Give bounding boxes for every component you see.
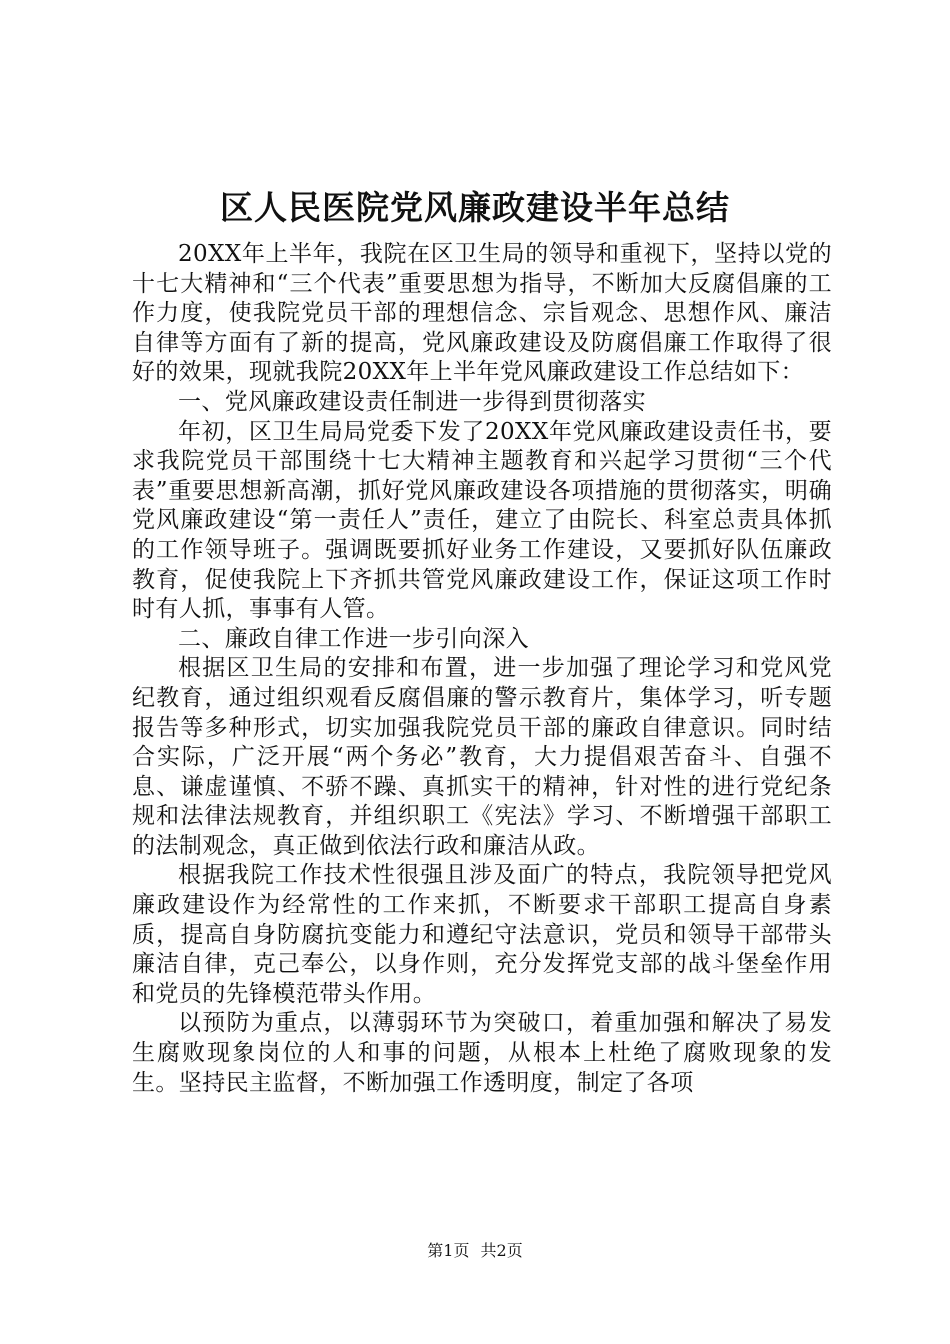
document-title: 区人民医院党风廉政建设半年总结: [220, 188, 730, 227]
section-2-paragraph-2: 根据我院工作技术性很强且涉及面广的特点，我院领导把党风廉政建设作为经常性的工作来抓，不断要求干部职工提高自身素质，提高自身防腐抗变能力和遵纪守法意识，党员和领导干部带头廉洁自律，克己奉公，以身作则，充分发挥党支部的战斗堡垒作用和党员的先锋模范带头作用。: [132, 862, 832, 1007]
page-number: 第1页: [427, 1241, 470, 1260]
section-heading-1: 一、党风廉政建设责任制进一步得到贯彻落实: [178, 388, 646, 415]
section-2-paragraph-3: 以预防为重点，以薄弱环节为突破口，着重加强和解决了易发生腐败现象岗位的人和事的问题，从根本上杜绝了腐败现象的发生。坚持民主监督，不断加强工作透明度，制定了各项: [132, 1010, 832, 1096]
page-total: 共2页: [480, 1241, 523, 1260]
section-1-paragraph: 年初，区卫生局局党委下发了20XX年党风廉政建设责任书，要求我院党员干部围绕十七大精神主题教育和兴起学习贯彻“三个代表”重要思想新高潮，抓好党风廉政建设各项措施的贯彻落实，明确党风廉政建设“第一责任人”责任，建立了由院长、科室总责具体抓的工作领导班子。强调既要抓好业务工作建设，又要抓好队伍廉政教育，促使我院上下齐抓共管党风廉政建设工作，保证这项工作时时有人抓，事事有人管。: [132, 418, 832, 623]
page-footer: [0, 1240, 950, 1262]
section-2-paragraph-1: 根据区卫生局的安排和布置，进一步加强了理论学习和党风党纪教育，通过组织观看反腐倡廉的警示教育片，集体学习，听专题报告等多种形式，切实加强我院党员干部的廉政自律意识。同时结合实际，广泛开展“两个务必”教育，大力提倡艰苦奋斗、自强不息、谦虚谨慎、不骄不躁、真抓实干的精神，针对性的进行党纪条规和法律法规教育，并组织职工《宪法》学习、不断增强干部职工的法制观念，真正做到依法行政和廉洁从政。: [132, 655, 832, 859]
section-heading-2: 二、廉政自律工作进一步引向深入: [178, 625, 529, 652]
intro-paragraph: 20XX年上半年，我院在区卫生局的领导和重视下，坚持以党的十七大精神和“三个代表”重要思想为指导，不断加大反腐倡廉的工作力度，使我院党员干部的理想信念、宗旨观念、思想作风、廉洁自律等方面有了新的提高，党风廉政建设及防腐倡廉工作取得了很好的效果，现就我院20XX年上半年党风廉政建设工作总结如下：: [132, 241, 832, 386]
document-body: [132, 240, 832, 1098]
